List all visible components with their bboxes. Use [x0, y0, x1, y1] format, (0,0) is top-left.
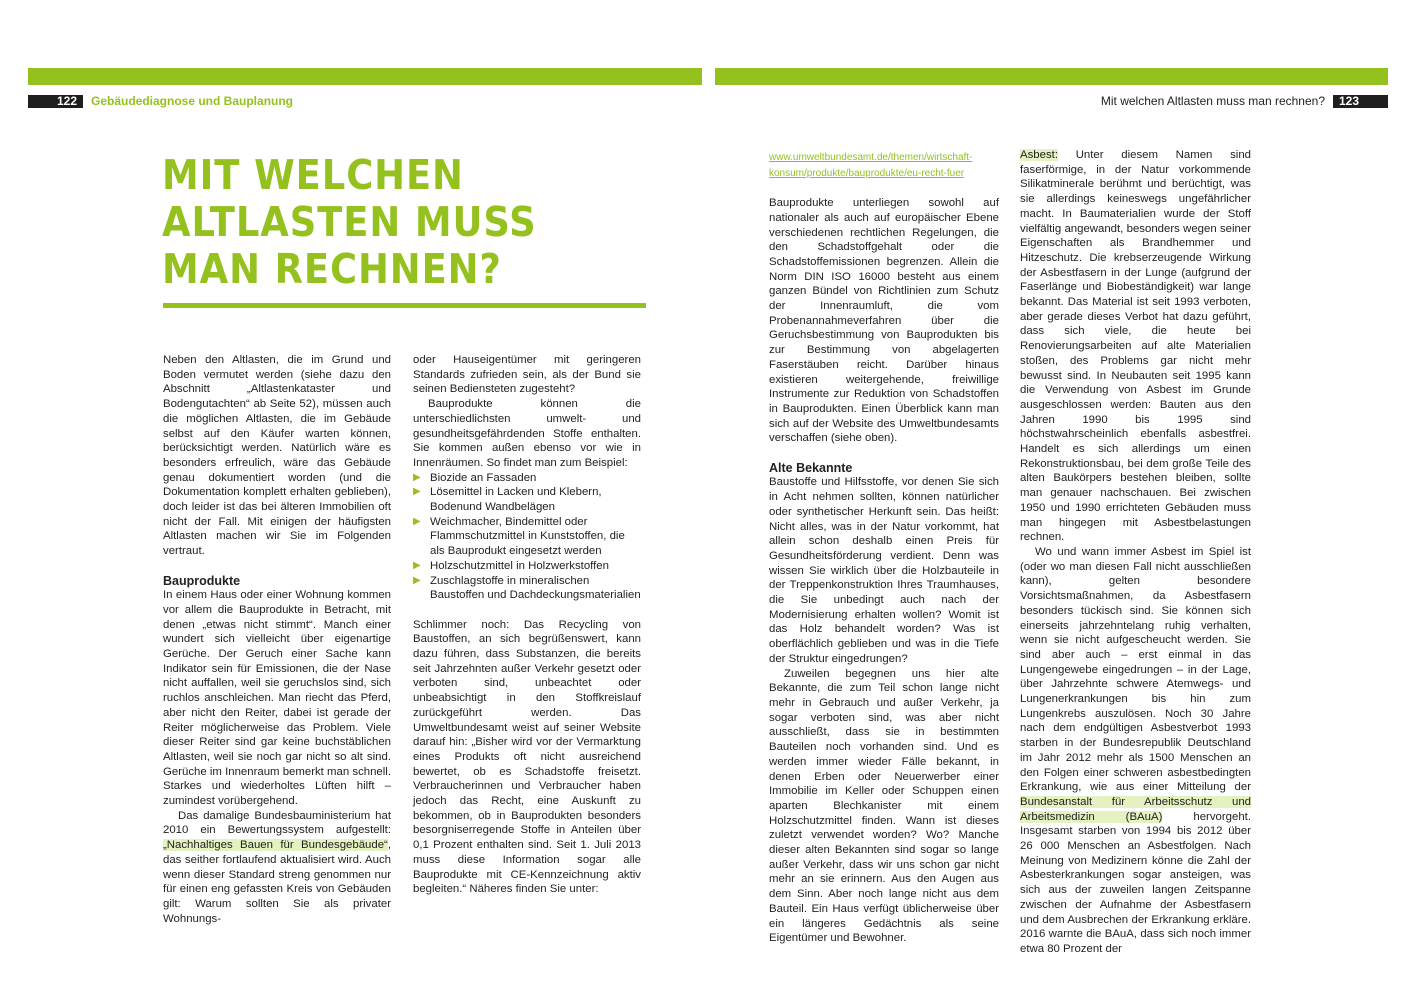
term-asbest: Asbest:: [1020, 149, 1058, 161]
text-column-1: [163, 353, 391, 926]
text-column-3: [769, 150, 999, 946]
section-title: Gebäudediagnose und Bauplanung: [91, 94, 294, 108]
bullet-list: [413, 471, 641, 603]
header-bar-left: [28, 68, 702, 85]
list-item: ▶ Biozide an Fassaden: [413, 471, 537, 484]
section-heading-bauprodukte: Bauprodukte: [163, 573, 241, 588]
page-headline: [162, 152, 537, 293]
list-item: ▶ Lösemittel in Lacken und Klebern, Bodenund Wandbelägen: [413, 486, 602, 514]
headline-rule: [163, 303, 646, 308]
page-number-right: 123: [1333, 95, 1388, 108]
paragraph: Asbest: Unter diesem Namen sind faserförmige, in der Natur vorkommende Silikatminerale berühmt und berüchtigt, was sie allerdings keineswegs ungefährlicher macht. In Baumaterialien wurde der Stoff vielfältig angewandt, besonders wegen seiner Eigenschaften als Brandhemmer und Hitzeschutz. Die krebserzeugende Wirkung der Asbestfasern in der Lunge (aufgrund der Faserlänge und Biobeständigkeit) war lange bekannt. Das Material ist seit 1993 verboten, aber gerade dieses Verbot hat dazu geführt, dass sich viele, die heute bei Renovierungsarbeiten auf alte Materialien stoßen, des Problems gar nicht mehr bewusst sind. In Neubauten seit 1995 kann die Verwendung von Asbest im Grunde ausgeschlossen werden: Bauten aus den Jahren 1990 bis 1995 sind höchstwahrscheinlich ebenfalls asbestfrei. Handelt es sich allerdings um einen Rekonstruktionsbau, bei dem große Teile des alten Baukörpers bestehen bleiben, sollte man genauer nachschauen. Bei zwischen 1950 und 1990 errichteten Gebäuden muss man hingegen mit Asbestbelastungen rechnen.: [1020, 149, 1251, 544]
list-item: ▶ Weichmacher, Bindemittel oder Flammschutzmittel in Kunststoffen, die als Bauprodukt eingesetzt werden: [413, 515, 625, 558]
triangle-bullet-icon: ▶: [413, 486, 421, 498]
chapter-title: Mit welchen Altlasten muss man rechnen?: [1100, 94, 1325, 108]
header-bar-right: [715, 68, 1388, 85]
section-heading-alte-bekannte: Alte Bekannte: [769, 460, 853, 475]
highlighted-term: „Nachhaltiges Bauen für Bundesgebäude“: [163, 839, 388, 852]
page-number-left: 122: [28, 95, 83, 108]
text-column-2: [413, 353, 641, 897]
paragraph: Bauprodukte unterliegen sowohl auf nationaler als auch auf europäischer Ebene verschiedenen rechtlichen Regelungen, die den Schadstoffgehalt oder die Schadstoffemissionen begrenzen. Allein die Norm DIN ISO 16000 besteht aus einem ganzen Bündel von Richtlinien zum Schutz der Innenraumluft, die vom Probenannahmeverfahren über die Geruchsbestimmung von Bauprodukten bis zur Bestimmung von abgelagerten Faserstäuben reicht. Darüber hinaus existieren weitergehende, freiwillige Instrumente zur Reduktion von Schadstoffen in Bauprodukten. Einen Überblick kann man sich auf der Website des Umweltbundesamts verschaffen (siehe oben).: [769, 197, 999, 445]
triangle-bullet-icon: ▶: [413, 471, 421, 483]
triangle-bullet-icon: ▶: [413, 559, 421, 571]
paragraph: Baustoffe und Hilfsstoffe, vor denen Sie sich in Acht nehmen sollten, können natürlicher oder synthetischer Herkunft sein. Das heißt: Nicht alles, was in der Natur vorkommt, hat allein schon deshalb einen Preis für Gesundheitsförderung verdient. Denn was wissen Sie wirklich über die Holzbauteile in der Treppenkonstruktion Ihres Traumhauses, die Sie unbedingt auch nach der Modernisierung erhalten wollen? Womit ist das Holz behandelt worden? Was ist oberflächlich geblieben und was in die Tiefe der Struktur eingedrungen?: [769, 476, 999, 665]
paragraph: Zuweilen begegnen uns hier alte Bekannte, die zum Teil schon lange nicht mehr in Gebrauch und außer Verkehr, ja sogar verboten sind, was aber nicht ausschließt, dass sie in bestimmten Bauteilen noch vorhanden sind. Und es werden immer wieder Fälle bekannt, in denen Erben oder Neuerwerber einer Immobilie im Keller oder Schuppen einen aparten Blechkanister mit einem Holzschutzmittel finden. Wann ist dieses zuletzt verwendet worden? Wo? Manche dieser alten Bekannten sind sogar so lange außer Verkehr, dass wir uns schon gar nicht mehr an sie erinnern. Aus den Augen aus dem Sinn. Aber noch lange nicht aus dem Bauteil. Ein Haus verfügt üblicherweise über ein längeres Gedächtnis als seine Eigentümer und Bewohner.: [769, 667, 999, 945]
paragraph: oder Hauseigentümer mit geringeren Standards zufrieden sein, als der Bund sie seinen Bediensteten zugesteht?: [413, 354, 641, 396]
headline-line: MIT WELCHEN: [162, 151, 464, 199]
intro-paragraph: Neben den Altlasten, die im Grund und Boden vermutet werden (siehe dazu den Abschnitt „Altlastenkataster und Bodengutachten“ ab Seite 52), müssen auch die möglichen Altlasten, die im Gebäude selbst auf den Käufer warten können, berücksichtigt werden. Natürlich wäre es besonders erfreulich, wäre das Gebäude genau dokumentiert worden (und die Dokumentation komplett erhalten geblieben), doch leider ist das bei älteren Immobilien oft nicht der Fall. Mit einigen der häufigsten Altlasten machen wir Sie im Folgenden vertraut.: [163, 354, 391, 558]
headline-line: ALTLASTEN MUSS: [162, 198, 537, 246]
paragraph: In einem Haus oder einer Wohnung kommen vor allem die Bauprodukte in Betracht, mit denen „etwas nicht stimmt“. Manch einer wundert sich vielleicht über eigenartige Gerüche. Der Geruch einer Sache kann Indikator sein für Emissionen, die der Nase nicht auffallen, weil sie geruchslos sind, sich ruchlos anschleichen. Man riecht das Pferd, aber nicht den Reiter, dabei ist gerade der Reiter möglicherweise das Problem. Viele dieser Reiter sind gar keine buchstäblichen Altlasten, weil sie noch gar nicht so alt sind. Gerüche im Innenraum bemerkt man schnell. Starkes und wiederholtes Lüften hilft – zumindest vorübergehend.: [163, 589, 391, 808]
umweltbundesamt-link[interactable]: www.umweltbundesamt.de/themen/wirtschaft-konsum/produkte/bauprodukte/eu-recht-fuer: [769, 152, 973, 179]
list-item: ▶ Holzschutzmittel in Holzwerkstoffen: [413, 559, 609, 572]
paragraph: Bauprodukte können die unterschiedlichsten umwelt- und gesundheitsgefährdenden Stoffe enthalten. Sie kommen außen ebenso vor wie in Innenräumen. So findet man zum Beispiel:: [413, 398, 641, 469]
list-item: ▶ Zuschlagstoffe in mineralischen Baustoffen und Dachdeckungsmaterialien: [413, 574, 641, 602]
paragraph: Das damalige Bundesbauministerium hat 2010 ein Bewertungssystem aufgestellt: „Nachhaltiges Bauen für Bundesgebäude“, das seither fortlaufend aktualisiert wird. Auch wenn dieser Standard streng genommen nur für einen eng gefassten Kreis von Gebäuden gilt: Warum sollten Sie als privater Wohnungs-: [163, 809, 391, 925]
highlighted-term: Bundesanstalt für Arbeitsschutz und Arbeitsmedizin (BAuA): [1020, 795, 1251, 823]
paragraph: Schlimmer noch: Das Recycling von Baustoffen, an sich begrüßenswert, kann dazu führen, dass Substanzen, die bereits seit Jahrzehnten außer Verkehr gesetzt oder verboten sind, unbeachtet oder unbeabsichtigt in den Stoffkreislauf zurückgeführt werden. Das Umweltbundesamt weist auf seiner Website darauf hin: „Bisher wird vor der Vermarktung eines Produkts oft nicht ausreichend bewertet, ob es Schadstoffe freisetzt. Verbraucherinnen und Verbraucher haben jedoch das Recht, eine Auskunft zu bekommen, ob in Bauprodukten besonders besorgniserregende Stoffe in Anteilen über 0,1 Prozent enthalten sind. Seit 1. Juli 2013 muss diese Information sogar alle Bauprodukte mit CE-Kennzeichnung aktiv begleiten.“ Näheres finden Sie unter:: [413, 618, 641, 896]
headline-line: MAN RECHNEN?: [162, 245, 502, 293]
triangle-bullet-icon: ▶: [413, 574, 421, 586]
triangle-bullet-icon: ▶: [413, 515, 421, 527]
text-column-4: [1020, 148, 1251, 957]
paragraph: Wo und wann immer Asbest im Spiel ist (oder wo man diesen Fall nicht ausschließen kann), gelten besondere Vorsichtsmaßnahmen, da Asbestfasern besonders tückisch sind. Sie können sich einerseits jahrzehntelang ruhig verhalten, wenn sie nicht aufgescheucht werden. Sie sind aber auch – erst einmal in das Lungengewebe eingedrungen – in der Lage, über Jahrzehnte schwere Atemwegs- und Lungenerkrankungen bis hin zum Lungenkrebs auszulösen. Noch 30 Jahre nach dem endgültigen Asbestverbot 1993 starben in der Bundesrepublik Deutschland im Jahr 2012 mehr als 1500 Menschen an den Folgen einer schweren asbestbedingten Erkrankung, wie aus einer Mitteilung der Bundesanstalt für Arbeitsschutz und Arbeitsmedizin (BAuA) hervorgeht. Insgesamt starben von 1994 bis 2012 über 26 000 Menschen an Asbestfolgen. Nach Meinung von Medizinern könne die Zahl der Asbesterkrankungen sogar ansteigen, was sich aus der zuweilen langen Zeitspanne zwischen der Aufnahme der Asbestfasern und dem Ausbrechen der Erkrankung erkläre. 2016 warnte die BAuA, dass sich noch immer etwa 80 Prozent der: [1020, 545, 1251, 955]
